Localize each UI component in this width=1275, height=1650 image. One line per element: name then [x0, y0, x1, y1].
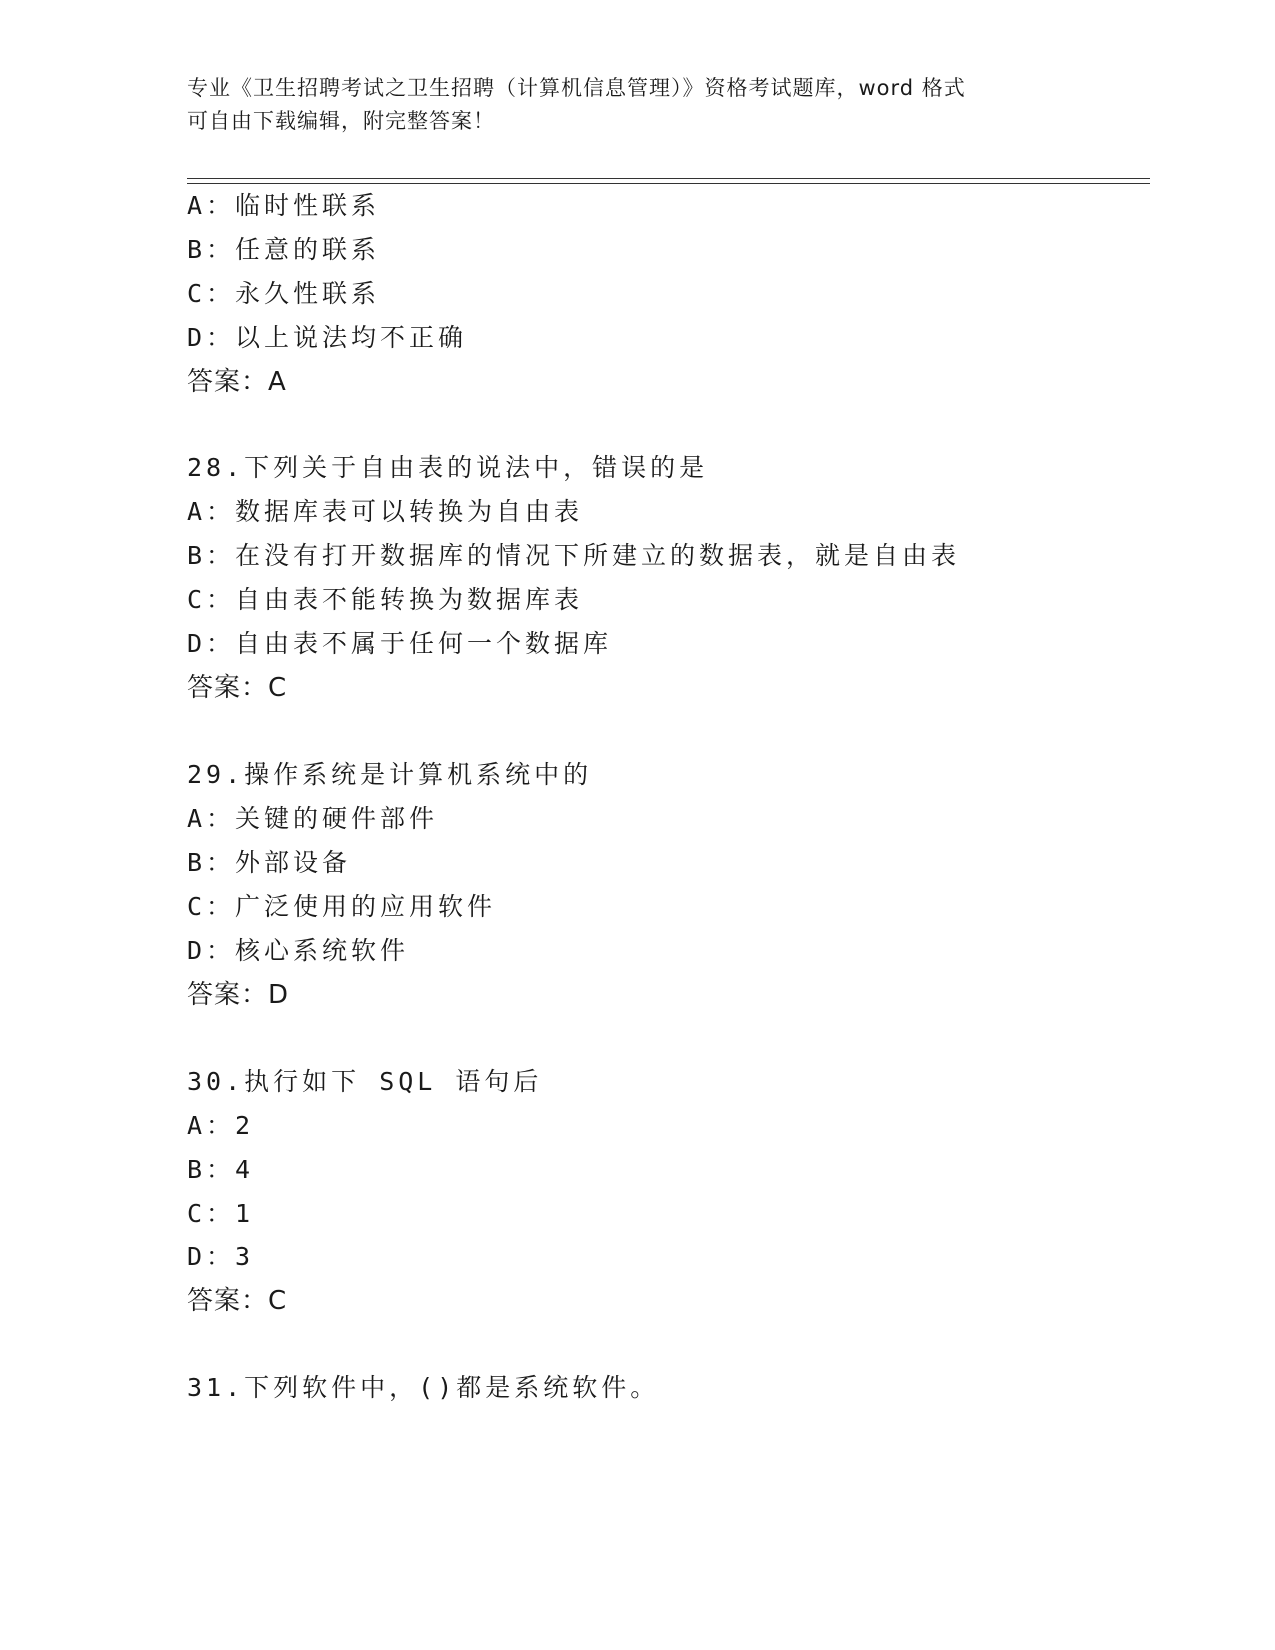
option-d: D：核心系统软件 — [187, 936, 410, 965]
option-b: B：在没有打开数据库的情况下所建立的数据表，就是自由表 — [187, 541, 961, 570]
option-b: B：4 — [187, 1155, 255, 1184]
answer-label: 答案：C — [187, 1286, 288, 1316]
option-a: A：数据库表可以转换为自由表 — [187, 497, 584, 526]
option-a: A：关键的硬件部件 — [187, 804, 439, 833]
question-stem-29: 29.操作系统是计算机系统中的 — [187, 760, 593, 789]
question-stem-31: 31.下列软件中，()都是系统软件。 — [187, 1373, 660, 1402]
question-stem-30: 30.执行如下 SQL 语句后 — [187, 1067, 543, 1096]
option-d: D：以上说法均不正确 — [187, 323, 468, 352]
header-divider-top — [187, 178, 1150, 179]
answer-label: 答案：D — [187, 980, 290, 1010]
option-d: D：自由表不属于任何一个数据库 — [187, 629, 613, 658]
option-b: B：任意的联系 — [187, 235, 381, 264]
answer-label: 答案：A — [187, 367, 287, 397]
option-c: C：永久性联系 — [187, 279, 381, 308]
option-d: D：3 — [187, 1242, 255, 1271]
option-b: B：外部设备 — [187, 848, 352, 877]
answer-label: 答案：C — [187, 673, 288, 703]
document-header — [187, 72, 1067, 138]
option-c: C：广泛使用的应用软件 — [187, 892, 497, 921]
header-title-line-2: 可自由下载编辑，附完整答案！ — [187, 109, 495, 133]
header-divider-bottom — [187, 183, 1150, 184]
option-a: A：2 — [187, 1111, 255, 1140]
option-c: C：自由表不能转换为数据库表 — [187, 585, 584, 614]
question-stem-28: 28.下列关于自由表的说法中，错误的是 — [187, 453, 709, 482]
option-a: A：临时性联系 — [187, 191, 381, 220]
option-c: C：1 — [187, 1199, 255, 1228]
header-title-line-1: 专业《卫生招聘考试之卫生招聘（计算机信息管理）》资格考试题库，word 格式 — [187, 76, 966, 100]
